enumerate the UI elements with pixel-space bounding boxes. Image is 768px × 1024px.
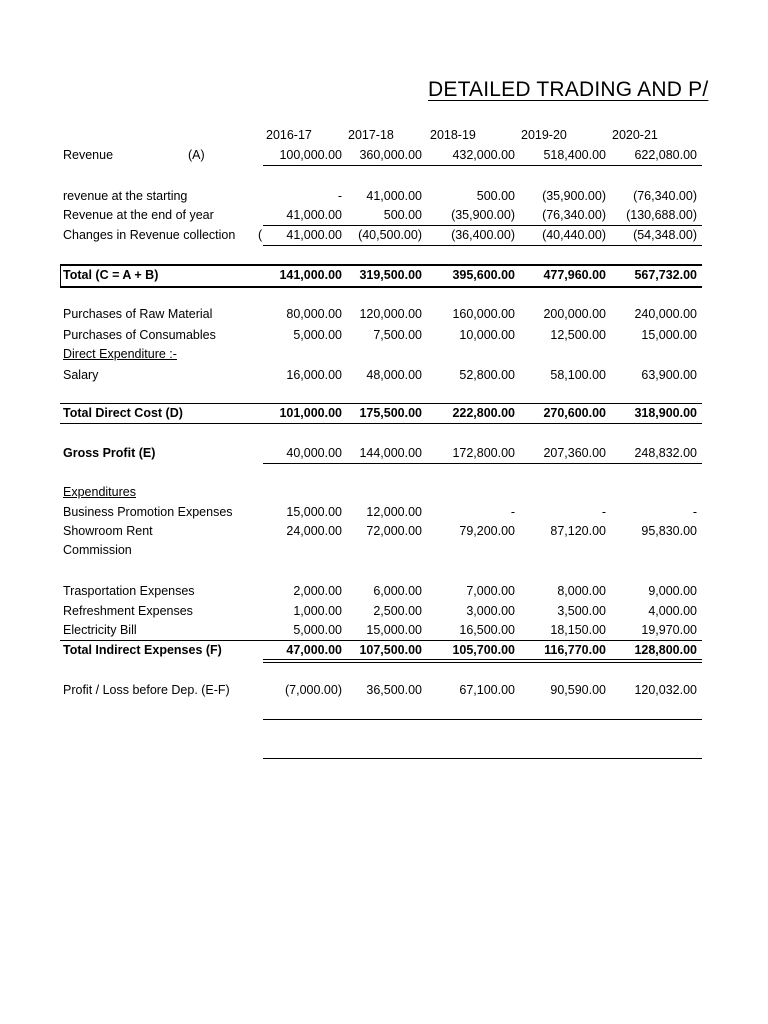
cell-2019-20: 207,360.00 xyxy=(543,446,606,460)
cell-2020-21: 15,000.00 xyxy=(641,328,697,342)
cell-2017-18: 500.00 xyxy=(383,208,422,222)
cell-2019-20: 518,400.00 xyxy=(543,148,606,162)
cell-2017-18: 175,500.00 xyxy=(359,406,422,420)
cell-2018-19: 79,200.00 xyxy=(459,524,515,538)
cell-2016-17: 41,000.00 xyxy=(286,228,342,242)
cell-2016-17: 2,000.00 xyxy=(293,584,342,598)
row-consumables xyxy=(0,328,768,344)
row-raw-material xyxy=(0,307,768,323)
row-profit-loss xyxy=(0,683,768,699)
cell-2018-19: (35,900.00) xyxy=(451,208,515,222)
cell-2018-19: 432,000.00 xyxy=(452,148,515,162)
cell-2018-19: (36,400.00) xyxy=(451,228,515,242)
cell-2016-17: 24,000.00 xyxy=(286,524,342,538)
cell-2020-21: - xyxy=(692,505,697,519)
cell-2016-17: 100,000.00 xyxy=(279,148,342,162)
cell-2020-21: 19,970.00 xyxy=(641,623,697,637)
cell-2020-21: 95,830.00 xyxy=(641,524,697,538)
cell-2016-17: 40,000.00 xyxy=(286,446,342,460)
row-direct-expenditure-heading xyxy=(0,347,768,363)
total-direct-top xyxy=(60,403,702,404)
cell-2019-20: (76,340.00) xyxy=(542,208,606,222)
row-tag: (A) xyxy=(188,148,205,162)
cell-2018-19: 10,000.00 xyxy=(459,328,515,342)
cell-2018-19: - xyxy=(510,505,515,519)
cell-2018-19: 105,700.00 xyxy=(452,643,515,657)
total-box-bottom xyxy=(60,286,702,288)
divider-line xyxy=(263,225,702,226)
row-revenue xyxy=(0,148,768,164)
row-refreshment xyxy=(0,604,768,620)
cell-2016-17: (7,000.00) xyxy=(285,683,342,697)
cell-2019-20: 270,600.00 xyxy=(543,406,606,420)
cell-2020-21: 4,000.00 xyxy=(648,604,697,618)
year-header-2016-17: 2016-17 xyxy=(266,128,312,142)
cell-2019-20: (35,900.00) xyxy=(542,189,606,203)
year-header-2020-21: 2020-21 xyxy=(612,128,658,142)
cell-2017-18: 48,000.00 xyxy=(366,368,422,382)
total-direct-bottom xyxy=(60,423,702,424)
cell-2020-21: 622,080.00 xyxy=(634,148,697,162)
divider-line xyxy=(263,758,702,759)
section-heading: Expenditures xyxy=(63,485,136,499)
row-label: Electricity Bill xyxy=(63,623,137,637)
cell-2018-19: 16,500.00 xyxy=(459,623,515,637)
cell-2020-21: 567,732.00 xyxy=(634,268,697,282)
year-header-2019-20: 2019-20 xyxy=(521,128,567,142)
cell-2017-18: 7,500.00 xyxy=(373,328,422,342)
row-revenue-start xyxy=(0,189,768,205)
row-showroom-rent xyxy=(0,524,768,540)
row-total-direct xyxy=(0,406,768,422)
row-label: revenue at the starting xyxy=(63,189,188,203)
cell-2019-20: - xyxy=(601,505,606,519)
cell-2020-21: 248,832.00 xyxy=(634,446,697,460)
divider-line xyxy=(263,245,702,246)
cell-2020-21: 318,900.00 xyxy=(634,406,697,420)
row-label: Total (C = A + B) xyxy=(63,268,159,282)
row-transportation xyxy=(0,584,768,600)
cell-2017-18: 319,500.00 xyxy=(359,268,422,282)
cell-2017-18: 120,000.00 xyxy=(359,307,422,321)
cell-2018-19: 160,000.00 xyxy=(452,307,515,321)
cell-2020-21: 120,032.00 xyxy=(634,683,697,697)
cell-2019-20: 90,590.00 xyxy=(550,683,606,697)
row-label: Profit / Loss before Dep. (E-F) xyxy=(63,683,230,697)
row-label: Business Promotion Expenses xyxy=(63,505,233,519)
cell-2018-19: 395,600.00 xyxy=(452,268,515,282)
cell-2016-17: 5,000.00 xyxy=(293,623,342,637)
cell-2020-21: (76,340.00) xyxy=(633,189,697,203)
row-total-c xyxy=(0,268,768,284)
row-label: Trasportation Expenses xyxy=(63,584,195,598)
cell-2016-17: 141,000.00 xyxy=(279,268,342,282)
row-revenue-change xyxy=(0,228,768,244)
row-label: Total Direct Cost (D) xyxy=(63,406,183,420)
cell-2020-21: (54,348.00) xyxy=(633,228,697,242)
cell-2018-19: 222,800.00 xyxy=(452,406,515,420)
cell-2019-20: 18,150.00 xyxy=(550,623,606,637)
cell-2019-20: (40,440.00) xyxy=(542,228,606,242)
cell-2017-18: 2,500.00 xyxy=(373,604,422,618)
row-commission xyxy=(0,543,768,559)
cell-2018-19: 500.00 xyxy=(476,189,515,203)
cell-2017-18: 360,000.00 xyxy=(359,148,422,162)
row-gross-profit xyxy=(0,446,768,462)
cell-2017-18: (40,500.00) xyxy=(358,228,422,242)
cell-2017-18: 15,000.00 xyxy=(366,623,422,637)
cell-2020-21: 9,000.00 xyxy=(648,584,697,598)
cell-2018-19: 3,000.00 xyxy=(466,604,515,618)
section-heading: Direct Expenditure :- xyxy=(63,347,177,361)
row-label: Changes in Revenue collection xyxy=(63,228,236,242)
cell-2019-20: 477,960.00 xyxy=(543,268,606,282)
row-salary xyxy=(0,368,768,384)
row-electricity xyxy=(0,623,768,639)
row-label: Gross Profit (E) xyxy=(63,446,156,460)
cell-2019-20: 12,500.00 xyxy=(550,328,606,342)
cell-2017-18: 6,000.00 xyxy=(373,584,422,598)
cell-2020-21: 128,800.00 xyxy=(634,643,697,657)
cell-2018-19: 67,100.00 xyxy=(459,683,515,697)
cell-2016-17: 101,000.00 xyxy=(279,406,342,420)
cell-2018-19: 52,800.00 xyxy=(459,368,515,382)
cell-2017-18: 36,500.00 xyxy=(366,683,422,697)
year-header-2017-18: 2017-18 xyxy=(348,128,394,142)
cell-2019-20: 116,770.00 xyxy=(544,643,606,657)
cell-2019-20: 58,100.00 xyxy=(550,368,606,382)
cell-2017-18: 12,000.00 xyxy=(366,505,422,519)
cell-2017-18: 41,000.00 xyxy=(366,189,422,203)
row-label: Purchases of Raw Material xyxy=(63,307,213,321)
divider-line xyxy=(263,463,702,464)
row-label: Commission xyxy=(63,543,132,557)
divider-line xyxy=(263,719,702,720)
row-label: Revenue at the end of year xyxy=(63,208,214,222)
row-expenditures-heading xyxy=(0,485,768,501)
divider-line xyxy=(263,165,702,166)
total-indirect-top xyxy=(60,640,702,641)
cell-2016-17: 5,000.00 xyxy=(293,328,342,342)
cell-2016-17: 41,000.00 xyxy=(286,208,342,222)
row-label: Total Indirect Expenses (F) xyxy=(63,643,222,657)
total-box-top xyxy=(60,264,702,266)
cell-2016-17: 16,000.00 xyxy=(286,368,342,382)
row-label: Purchases of Consumables xyxy=(63,328,216,342)
cell-2019-20: 8,000.00 xyxy=(557,584,606,598)
row-label: Revenue xyxy=(63,148,114,162)
cell-2020-21: 63,900.00 xyxy=(641,368,697,382)
cell-2017-18: 72,000.00 xyxy=(366,524,422,538)
row-total-indirect xyxy=(0,643,768,659)
year-header-2018-19: 2018-19 xyxy=(430,128,476,142)
row-label: Showroom Rent xyxy=(63,524,153,538)
cell-2019-20: 3,500.00 xyxy=(557,604,606,618)
row-label: Refreshment Expenses xyxy=(63,604,193,618)
cell-2016-17: 1,000.00 xyxy=(293,604,342,618)
cell-2018-19: 7,000.00 xyxy=(466,584,515,598)
report-title: DETAILED TRADING AND P/ xyxy=(428,78,709,101)
cell-2019-20: 87,120.00 xyxy=(550,524,606,538)
row-business-promotion xyxy=(0,505,768,521)
cell-2016-17: 15,000.00 xyxy=(286,505,342,519)
cell-2016-17: - xyxy=(337,189,342,203)
cell-2016-17: 47,000.00 xyxy=(286,643,342,657)
double-underline xyxy=(263,659,702,663)
row-label: Salary xyxy=(63,368,99,382)
cell-2017-18: 107,500.00 xyxy=(359,643,422,657)
cell-2020-21: 240,000.00 xyxy=(634,307,697,321)
row-paren: ( xyxy=(258,228,263,242)
cell-2018-19: 172,800.00 xyxy=(452,446,515,460)
cell-2019-20: 200,000.00 xyxy=(543,307,606,321)
row-revenue-end xyxy=(0,208,768,224)
cell-2017-18: 144,000.00 xyxy=(359,446,422,460)
cell-2020-21: (130,688.00) xyxy=(626,208,697,222)
cell-2016-17: 80,000.00 xyxy=(286,307,342,321)
